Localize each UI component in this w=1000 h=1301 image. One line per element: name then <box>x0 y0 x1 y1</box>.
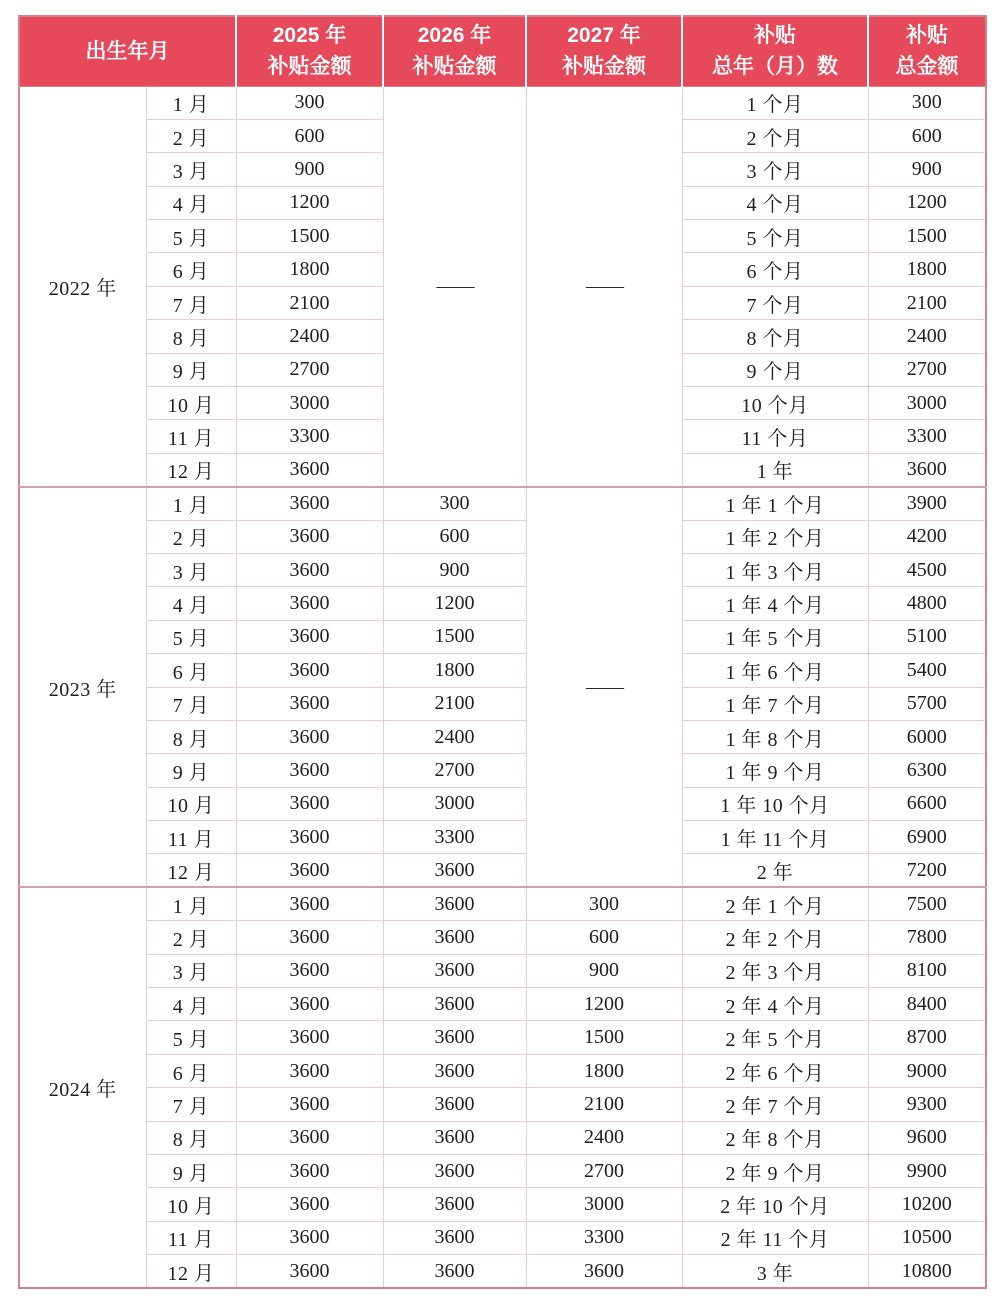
cell-amount-2025: 1800 <box>236 253 383 286</box>
cell-amount-2025: 600 <box>236 119 383 152</box>
cell-total-duration: 2 年 10 个月 <box>682 1188 868 1221</box>
cell-amount-2025: 3600 <box>236 520 383 553</box>
cell-amount-2025: 2700 <box>236 353 383 386</box>
table-row <box>19 821 986 854</box>
table-row <box>19 587 986 620</box>
cell-birth-month: 1 月 <box>146 887 236 920</box>
cell-total-amount: 1500 <box>868 220 986 253</box>
cell-total-duration: 2 年 8 个月 <box>682 1121 868 1154</box>
cell-birth-month: 11 月 <box>146 1221 236 1254</box>
cell-amount-2025: 3600 <box>236 854 383 887</box>
cell-total-amount: 8100 <box>868 954 986 987</box>
cell-birth-month: 8 月 <box>146 720 236 753</box>
cell-total-amount: 7200 <box>868 854 986 887</box>
cell-total-duration: 2 年 7 个月 <box>682 1088 868 1121</box>
cell-total-duration: 1 年 8 个月 <box>682 720 868 753</box>
cell-amount-2025: 2100 <box>236 286 383 319</box>
table-row <box>19 654 986 687</box>
cell-total-amount: 6600 <box>868 787 986 820</box>
table-row <box>19 754 986 787</box>
cell-amount-2025: 3600 <box>236 553 383 586</box>
cell-amount-2026: 3600 <box>383 887 526 920</box>
cell-total-duration: 7 个月 <box>682 286 868 319</box>
cell-total-duration: 6 个月 <box>682 253 868 286</box>
cell-birth-month: 10 月 <box>146 1188 236 1221</box>
cell-total-amount: 2100 <box>868 286 986 319</box>
header-total-amount-line: 补贴 <box>906 23 948 47</box>
header-2027-amount <box>526 16 682 86</box>
cell-total-duration: 2 年 6 个月 <box>682 1054 868 1087</box>
cell-amount-2026: 3600 <box>383 921 526 954</box>
cell-empty-dash-2026: —— <box>383 86 526 487</box>
cell-amount-2026: 3600 <box>383 1188 526 1221</box>
cell-amount-2026: 2100 <box>383 687 526 720</box>
cell-birth-year: 2023 年 <box>19 487 146 888</box>
header-2025-amount-line: 补贴金额 <box>267 55 352 79</box>
table-row <box>19 988 986 1021</box>
cell-birth-month: 9 月 <box>146 754 236 787</box>
cell-total-amount: 2700 <box>868 353 986 386</box>
table-row <box>19 86 986 119</box>
cell-total-duration: 5 个月 <box>682 220 868 253</box>
table-body <box>19 86 986 1288</box>
cell-birth-year: 2024 年 <box>19 887 146 1288</box>
header-2026-amount <box>383 16 526 86</box>
cell-birth-month: 11 月 <box>146 821 236 854</box>
cell-birth-month: 10 月 <box>146 387 236 420</box>
cell-amount-2027: 1500 <box>526 1021 682 1054</box>
cell-total-amount: 4500 <box>868 553 986 586</box>
table-row <box>19 1155 986 1188</box>
cell-amount-2025: 3600 <box>236 1255 383 1288</box>
cell-amount-2027: 3300 <box>526 1221 682 1254</box>
cell-empty-dash-2027: —— <box>526 86 682 487</box>
cell-amount-2025: 3600 <box>236 821 383 854</box>
cell-total-amount: 300 <box>868 86 986 119</box>
cell-amount-2025: 3600 <box>236 720 383 753</box>
cell-amount-2027: 3600 <box>526 1255 682 1288</box>
cell-total-amount: 6900 <box>868 821 986 854</box>
subsidy-table <box>18 15 987 1289</box>
cell-birth-month: 5 月 <box>146 620 236 653</box>
cell-total-amount: 9900 <box>868 1155 986 1188</box>
cell-amount-2027: 2700 <box>526 1155 682 1188</box>
header-birth-year-month-label: 出生年月 <box>85 39 170 63</box>
cell-total-amount: 6000 <box>868 720 986 753</box>
cell-amount-2025: 3600 <box>236 921 383 954</box>
cell-amount-2025: 3600 <box>236 620 383 653</box>
table-row <box>19 487 986 520</box>
cell-amount-2027: 3000 <box>526 1188 682 1221</box>
table-row <box>19 854 986 887</box>
table-row <box>19 1255 986 1288</box>
header-2026-amount-line: 2026 年 <box>417 23 492 47</box>
cell-total-duration: 1 年 7 个月 <box>682 687 868 720</box>
cell-birth-month: 6 月 <box>146 654 236 687</box>
table-header <box>19 16 986 86</box>
cell-total-amount: 1800 <box>868 253 986 286</box>
header-total-amount-line: 总金额 <box>895 55 959 79</box>
subsidy-table-container <box>18 15 987 1289</box>
cell-amount-2025: 3600 <box>236 1021 383 1054</box>
cell-birth-month: 3 月 <box>146 153 236 186</box>
cell-birth-month: 6 月 <box>146 1054 236 1087</box>
cell-amount-2025: 3600 <box>236 954 383 987</box>
header-row <box>19 16 986 86</box>
cell-amount-2027: 900 <box>526 954 682 987</box>
cell-amount-2025: 3600 <box>236 754 383 787</box>
cell-total-duration: 8 个月 <box>682 320 868 353</box>
cell-total-duration: 3 个月 <box>682 153 868 186</box>
cell-amount-2026: 900 <box>383 553 526 586</box>
cell-amount-2026: 3600 <box>383 1221 526 1254</box>
cell-total-amount: 8400 <box>868 988 986 1021</box>
table-row <box>19 1221 986 1254</box>
cell-total-duration: 2 年 5 个月 <box>682 1021 868 1054</box>
cell-total-amount: 5700 <box>868 687 986 720</box>
table-row <box>19 887 986 920</box>
cell-amount-2025: 3600 <box>236 988 383 1021</box>
cell-total-duration: 2 年 11 个月 <box>682 1221 868 1254</box>
cell-amount-2025: 3600 <box>236 1221 383 1254</box>
cell-amount-2025: 3300 <box>236 420 383 453</box>
cell-amount-2027: 300 <box>526 887 682 920</box>
cell-birth-month: 9 月 <box>146 353 236 386</box>
cell-amount-2027: 2400 <box>526 1121 682 1154</box>
cell-birth-month: 1 月 <box>146 86 236 119</box>
cell-amount-2025: 300 <box>236 86 383 119</box>
cell-birth-month: 3 月 <box>146 553 236 586</box>
cell-amount-2025: 3600 <box>236 787 383 820</box>
cell-amount-2026: 300 <box>383 487 526 520</box>
cell-total-duration: 2 年 1 个月 <box>682 887 868 920</box>
cell-total-duration: 1 年 9 个月 <box>682 754 868 787</box>
cell-birth-month: 12 月 <box>146 1255 236 1288</box>
cell-birth-month: 8 月 <box>146 320 236 353</box>
cell-total-amount: 900 <box>868 153 986 186</box>
cell-amount-2026: 1800 <box>383 654 526 687</box>
cell-total-duration: 2 年 <box>682 854 868 887</box>
cell-birth-month: 2 月 <box>146 119 236 152</box>
cell-total-amount: 3600 <box>868 453 986 486</box>
cell-total-duration: 3 年 <box>682 1255 868 1288</box>
cell-amount-2026: 3600 <box>383 1155 526 1188</box>
table-row <box>19 954 986 987</box>
cell-amount-2026: 3600 <box>383 1255 526 1288</box>
cell-amount-2025: 3600 <box>236 887 383 920</box>
cell-birth-month: 1 月 <box>146 487 236 520</box>
table-row <box>19 687 986 720</box>
cell-amount-2026: 1500 <box>383 620 526 653</box>
cell-birth-month: 5 月 <box>146 220 236 253</box>
cell-total-duration: 1 年 3 个月 <box>682 553 868 586</box>
cell-birth-month: 2 月 <box>146 520 236 553</box>
table-row <box>19 720 986 753</box>
header-total-amount <box>868 16 986 86</box>
header-2025-amount-line: 2025 年 <box>272 23 347 47</box>
cell-birth-month: 12 月 <box>146 453 236 486</box>
cell-total-duration: 4 个月 <box>682 186 868 219</box>
cell-total-duration: 10 个月 <box>682 387 868 420</box>
header-total-duration-line: 总年（月）数 <box>712 55 838 79</box>
cell-amount-2027: 600 <box>526 921 682 954</box>
cell-total-amount: 9600 <box>868 1121 986 1154</box>
cell-amount-2025: 2400 <box>236 320 383 353</box>
cell-total-duration: 2 年 3 个月 <box>682 954 868 987</box>
cell-total-amount: 6300 <box>868 754 986 787</box>
cell-total-amount: 10500 <box>868 1221 986 1254</box>
cell-birth-month: 7 月 <box>146 286 236 319</box>
cell-total-amount: 4800 <box>868 587 986 620</box>
header-2027-amount-line: 2027 年 <box>567 23 641 47</box>
cell-total-duration: 2 年 4 个月 <box>682 988 868 1021</box>
cell-birth-month: 2 月 <box>146 921 236 954</box>
cell-birth-month: 11 月 <box>146 420 236 453</box>
cell-birth-month: 7 月 <box>146 1088 236 1121</box>
cell-total-duration: 9 个月 <box>682 353 868 386</box>
cell-total-amount: 600 <box>868 119 986 152</box>
cell-total-amount: 9300 <box>868 1088 986 1121</box>
cell-total-duration: 1 年 6 个月 <box>682 654 868 687</box>
cell-total-duration: 1 年 2 个月 <box>682 520 868 553</box>
cell-amount-2026: 3600 <box>383 1021 526 1054</box>
table-row <box>19 921 986 954</box>
cell-total-amount: 1200 <box>868 186 986 219</box>
cell-birth-month: 4 月 <box>146 186 236 219</box>
cell-amount-2026: 3600 <box>383 988 526 1021</box>
cell-total-amount: 3900 <box>868 487 986 520</box>
table-row <box>19 1188 986 1221</box>
cell-amount-2026: 2700 <box>383 754 526 787</box>
header-2025-amount <box>236 16 383 86</box>
cell-amount-2025: 3600 <box>236 1188 383 1221</box>
cell-birth-month: 7 月 <box>146 687 236 720</box>
table-row <box>19 1054 986 1087</box>
cell-total-amount: 10800 <box>868 1255 986 1288</box>
cell-total-amount: 3300 <box>868 420 986 453</box>
cell-total-duration: 1 年 5 个月 <box>682 620 868 653</box>
cell-total-amount: 2400 <box>868 320 986 353</box>
cell-amount-2025: 3600 <box>236 1088 383 1121</box>
cell-total-duration: 1 年 10 个月 <box>682 787 868 820</box>
cell-amount-2026: 3600 <box>383 854 526 887</box>
cell-empty-dash-2027: —— <box>526 487 682 888</box>
table-row <box>19 620 986 653</box>
table-row <box>19 1121 986 1154</box>
cell-total-duration: 1 个月 <box>682 86 868 119</box>
header-2027-amount-line: 补贴金额 <box>562 55 646 79</box>
cell-birth-month: 6 月 <box>146 253 236 286</box>
table-row <box>19 787 986 820</box>
cell-amount-2025: 3600 <box>236 1155 383 1188</box>
cell-birth-month: 4 月 <box>146 587 236 620</box>
table-row <box>19 553 986 586</box>
table-row <box>19 520 986 553</box>
cell-total-amount: 9000 <box>868 1054 986 1087</box>
cell-amount-2025: 3600 <box>236 654 383 687</box>
cell-amount-2025: 3000 <box>236 387 383 420</box>
cell-birth-month: 12 月 <box>146 854 236 887</box>
cell-birth-month: 5 月 <box>146 1021 236 1054</box>
cell-amount-2026: 3600 <box>383 1054 526 1087</box>
cell-total-amount: 4200 <box>868 520 986 553</box>
cell-amount-2026: 1200 <box>383 587 526 620</box>
cell-total-amount: 7800 <box>868 921 986 954</box>
cell-birth-month: 9 月 <box>146 1155 236 1188</box>
cell-total-duration: 1 年 1 个月 <box>682 487 868 520</box>
cell-amount-2025: 1500 <box>236 220 383 253</box>
cell-amount-2027: 1800 <box>526 1054 682 1087</box>
cell-birth-month: 10 月 <box>146 787 236 820</box>
cell-total-amount: 5100 <box>868 620 986 653</box>
cell-total-duration: 2 年 9 个月 <box>682 1155 868 1188</box>
cell-total-duration: 1 年 4 个月 <box>682 587 868 620</box>
cell-amount-2025: 1200 <box>236 186 383 219</box>
cell-total-amount: 8700 <box>868 1021 986 1054</box>
cell-birth-month: 8 月 <box>146 1121 236 1154</box>
cell-amount-2026: 3600 <box>383 1121 526 1154</box>
header-total-duration <box>682 16 868 86</box>
cell-total-duration: 2 年 2 个月 <box>682 921 868 954</box>
cell-birth-year: 2022 年 <box>19 86 146 487</box>
cell-amount-2027: 1200 <box>526 988 682 1021</box>
cell-amount-2027: 2100 <box>526 1088 682 1121</box>
cell-total-duration: 1 年 11 个月 <box>682 821 868 854</box>
cell-total-amount: 3000 <box>868 387 986 420</box>
cell-amount-2026: 3000 <box>383 787 526 820</box>
cell-total-duration: 2 个月 <box>682 119 868 152</box>
cell-total-amount: 5400 <box>868 654 986 687</box>
cell-amount-2025: 900 <box>236 153 383 186</box>
cell-total-duration: 1 年 <box>682 453 868 486</box>
cell-total-amount: 10200 <box>868 1188 986 1221</box>
cell-birth-month: 4 月 <box>146 988 236 1021</box>
cell-amount-2025: 3600 <box>236 1054 383 1087</box>
cell-amount-2026: 2400 <box>383 720 526 753</box>
cell-amount-2026: 3600 <box>383 954 526 987</box>
cell-total-duration: 11 个月 <box>682 420 868 453</box>
cell-amount-2025: 3600 <box>236 687 383 720</box>
cell-amount-2025: 3600 <box>236 1121 383 1154</box>
cell-amount-2026: 600 <box>383 520 526 553</box>
cell-amount-2025: 3600 <box>236 487 383 520</box>
cell-birth-month: 3 月 <box>146 954 236 987</box>
header-total-duration-line: 补贴 <box>754 23 796 47</box>
cell-total-amount: 7500 <box>868 887 986 920</box>
cell-amount-2025: 3600 <box>236 587 383 620</box>
cell-amount-2025: 3600 <box>236 453 383 486</box>
table-row <box>19 1021 986 1054</box>
cell-amount-2026: 3300 <box>383 821 526 854</box>
header-2026-amount-line: 补贴金额 <box>412 55 497 79</box>
table-row <box>19 1088 986 1121</box>
header-birth-year-month <box>19 16 236 86</box>
cell-amount-2026: 3600 <box>383 1088 526 1121</box>
